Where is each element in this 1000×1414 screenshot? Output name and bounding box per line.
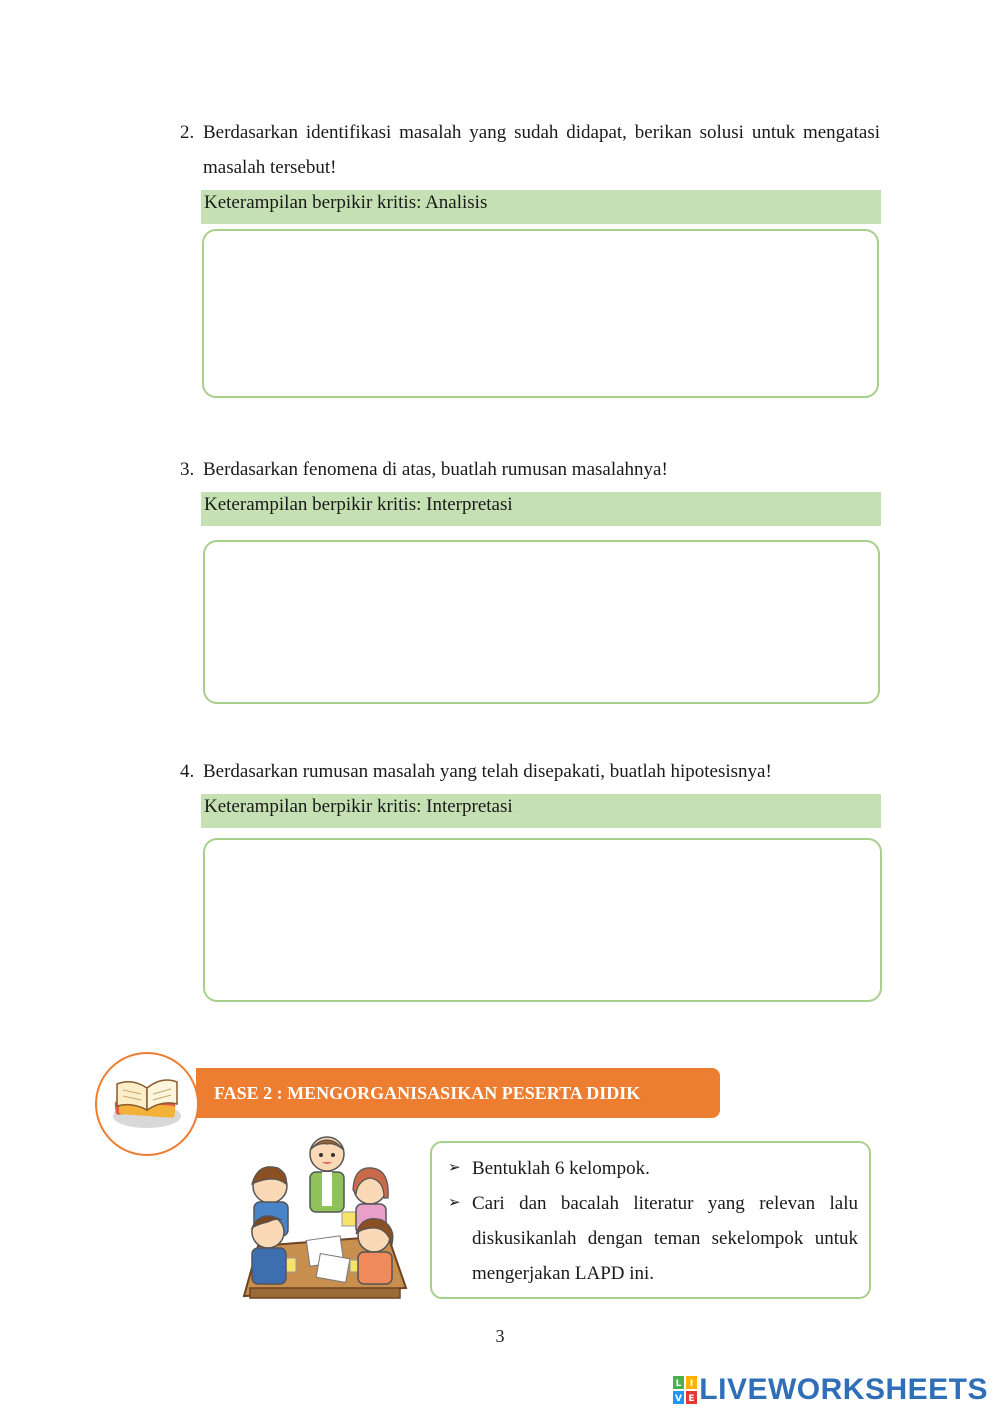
answer-box-4[interactable]	[203, 838, 882, 1002]
fase-title: FASE 2 : MENGORGANISASIKAN PESERTA DIDIK	[196, 1068, 720, 1118]
question-text: Berdasarkan rumusan masalah yang telah disepakati, buatlah hipotesisnya!	[203, 761, 772, 782]
svg-text:E: E	[688, 1394, 695, 1404]
liveworksheets-brand[interactable]	[673, 1374, 988, 1406]
instruction-item	[448, 1151, 858, 1186]
question-number: 3.	[180, 459, 195, 480]
question-text: Berdasarkan fenomena di atas, buatlah rumusan masalahnya!	[203, 459, 668, 480]
answer-box-2[interactable]	[202, 229, 879, 398]
instruction-text: Bentuklah 6 kelompok.	[472, 1158, 650, 1179]
page-number: 3	[495, 1326, 505, 1346]
arrow-bullet-icon: ➢	[448, 1195, 461, 1211]
question-text: Berdasarkan identifikasi masalah yang sudah didapat, berikan solusi untuk mengatasi masalah tersebut!	[203, 122, 880, 178]
skill-label-4: Keterampilan berpikir kritis: Interpretasi	[201, 794, 881, 828]
brand-name: LIVEWORKSHEETS	[699, 1373, 988, 1406]
instructions-box	[430, 1141, 871, 1299]
svg-text:L: L	[675, 1379, 682, 1389]
instruction-text: Cari dan bacalah literatur yang relevan lalu diskusikanlah dengan teman sekelompok untuk mengerjakan LAPD ini.	[472, 1193, 858, 1284]
answer-box-3[interactable]	[203, 540, 880, 704]
svg-text:I: I	[690, 1379, 694, 1389]
fase-icon-circle	[95, 1052, 199, 1156]
question-number: 4.	[180, 761, 195, 782]
question-number: 2.	[180, 122, 195, 143]
question-4	[180, 754, 880, 789]
skill-label-3: Keterampilan berpikir kritis: Interpretasi	[201, 492, 881, 526]
instructions-list	[448, 1151, 858, 1291]
skill-label-2: Keterampilan berpikir kritis: Analisis	[201, 190, 881, 224]
question-3	[180, 452, 880, 487]
instruction-item	[448, 1186, 858, 1291]
question-2	[180, 115, 880, 185]
students-discussion-illustration	[238, 1128, 414, 1304]
open-book-icon	[97, 1054, 197, 1154]
liveworksheets-logo-icon	[673, 1376, 697, 1404]
arrow-bullet-icon: ➢	[448, 1160, 461, 1176]
svg-text:V: V	[675, 1394, 683, 1404]
